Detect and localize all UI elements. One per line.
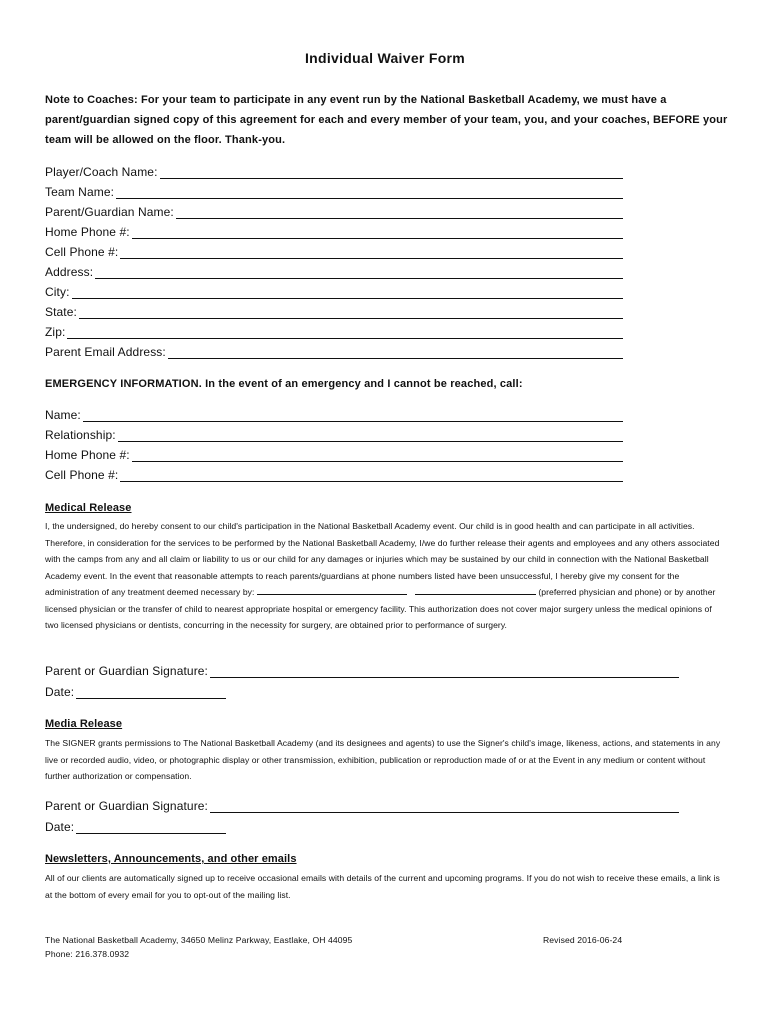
field-label: Address: <box>45 265 94 279</box>
newsletter-text: All of our clients are automatically signed up to receive occasional emails with details of the current and upcoming programs. If you do not wish to receive these emails, a link is at the bottom of every email for you to opt-out of the mailing list. <box>45 873 720 900</box>
field-label: Cell Phone #: <box>45 245 119 259</box>
medical-date-field[interactable] <box>45 682 226 702</box>
medical-signature-field[interactable] <box>45 661 679 681</box>
media-release-text: The SIGNER grants permissions to The National Basketball Academy (and its designees and agents) to use the Signer's child's image, likeness, actions, and statements in any live or recorded audio, video, or photographic display or other transmission, exhibition, publication or reproduction made of or at the Event in any medium or content without further authorization or compensation. <box>45 738 721 781</box>
parent-guardian-name-field[interactable] <box>45 202 623 222</box>
form-title: Individual Waiver Form <box>304 50 466 66</box>
emergency-cell-phone-field[interactable] <box>45 465 623 485</box>
field-label: Date: <box>45 820 75 834</box>
coaches-note: Note to Coaches: For your team to participate in any event run by the National Basketball Academy, we must have a parent/guardian signed copy of this agreement for each and every member of your team, you, and your coaches, BEFORE your team will be allowed on the floor. Thank-you. <box>45 94 728 146</box>
media-date-field[interactable] <box>45 817 226 837</box>
address-field[interactable] <box>45 262 623 282</box>
field-label: Parent or Guardian Signature: <box>45 799 208 813</box>
field-label: Name: <box>45 408 81 422</box>
footer-revised-date: Revised 2016-06-24 <box>543 935 623 945</box>
field-label: City: <box>45 285 70 299</box>
parent-email-field[interactable] <box>45 342 623 362</box>
footer-phone: Phone: 216.378.0932 <box>45 949 130 959</box>
field-label: Player/Coach Name: <box>45 165 158 179</box>
footer-address: The National Basketball Academy, 34650 Melinz Parkway, Eastlake, OH 44095 <box>45 935 353 945</box>
field-label: Home Phone #: <box>45 448 130 462</box>
field-label: Parent Email Address: <box>45 345 166 359</box>
physician-blank[interactable] <box>257 586 407 595</box>
home-phone-field[interactable] <box>45 222 623 242</box>
team-name-field[interactable] <box>45 182 623 202</box>
city-field[interactable] <box>45 282 623 302</box>
medical-text-after: (preferred physician and phone) or by another licensed physician or the transfer of child to nearest appropriate hospital or emergency facility. This authorization does not cover major surgery unless the medical opinions of two licensed physicians or dentists, concurring in the necessity for surgery, are obtained prior to performance of surgery. <box>45 587 716 630</box>
physician-phone-blank[interactable] <box>415 586 536 595</box>
cell-phone-field[interactable] <box>45 242 623 262</box>
field-label: Cell Phone #: <box>45 468 119 482</box>
medical-release-heading: Medical Release <box>45 502 132 514</box>
emergency-relationship-field[interactable] <box>45 425 623 445</box>
media-signature-field[interactable] <box>45 796 679 816</box>
player-coach-name-field[interactable] <box>45 162 623 182</box>
field-label: Relationship: <box>45 428 116 442</box>
field-label: Date: <box>45 685 75 699</box>
field-label: Team Name: <box>45 185 115 199</box>
field-label: Zip: <box>45 325 66 339</box>
emergency-heading: EMERGENCY INFORMATION. In the event of an emergency and I cannot be reached, call: <box>45 378 523 390</box>
emergency-name-field[interactable] <box>45 405 623 425</box>
medical-text-before: I, the undersigned, do hereby consent to our child's participation in the National Basketball Academy event. Our child is in good health and can participate in all activities. Therefore, in consideration for the services to be performed by the National Basketball Academy, I/we do further release their agents and employees and any others associated with the camps from any and all claim or liability to us or our child for any damages or injuries which may be sustained by our child in connection with the National Basketball Academy event. In the event that reasonable attempts to reach parents/guardians at phone numbers listed have been unsuccessful, I hereby give my consent for the administration of any treatment deemed necessary by: <box>45 521 720 597</box>
zip-field[interactable] <box>45 322 623 342</box>
medical-release-text <box>45 518 725 634</box>
field-label: Home Phone #: <box>45 225 130 239</box>
field-label: Parent/Guardian Name: <box>45 205 174 219</box>
field-label: Parent or Guardian Signature: <box>45 664 208 678</box>
state-field[interactable] <box>45 302 623 322</box>
emergency-home-phone-field[interactable] <box>45 445 623 465</box>
newsletter-heading: Newsletters, Announcements, and other emails <box>45 853 297 865</box>
field-label: State: <box>45 305 77 319</box>
media-release-heading: Media Release <box>45 718 123 730</box>
